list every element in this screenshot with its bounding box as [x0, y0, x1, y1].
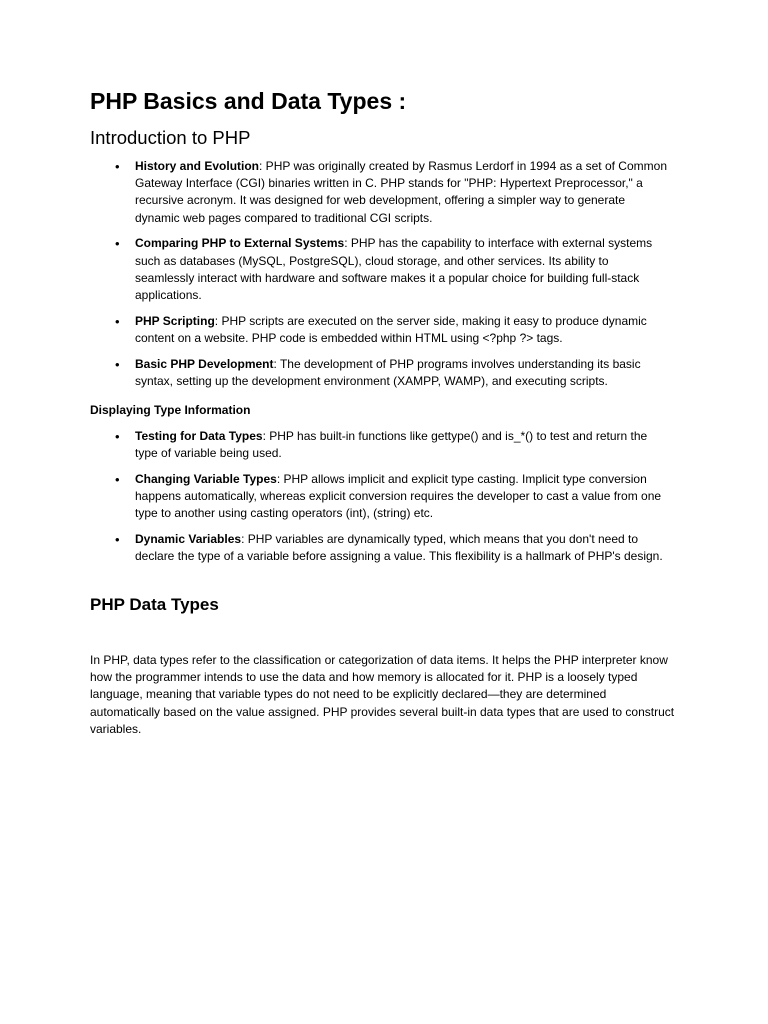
- data-types-heading: PHP Data Types: [90, 595, 219, 614]
- document-title: PHP Basics and Data Types :: [90, 88, 407, 114]
- bullet-icon: •: [115, 429, 120, 444]
- bullet-icon: •: [115, 356, 120, 372]
- bullet-icon: •: [115, 532, 120, 548]
- bullet-icon: •: [115, 236, 120, 252]
- bullet-icon: •: [115, 159, 120, 174]
- item-text: : PHP was originally created by Rasmus Lerdorf in 1994 as a set of Common Gateway Interface (CGI) binaries written in C. PHP stands for "PHP: Hypertext Preprocessor," a recursive acronym. It was designed for web development, offering a simpler way to generate dynamic web pages compared to traditional CGI scripts.: [135, 159, 667, 225]
- bullet-icon: •: [115, 313, 120, 329]
- list-item-development: [90, 356, 668, 390]
- item-text: : The development of PHP programs involves understanding its basic syntax, setting up the development environment (XAMPP, WAMP), and executing scripts.: [135, 356, 641, 389]
- list-item-dynamic: [90, 531, 668, 565]
- data-types-paragraph: In PHP, data types refer to the classification or categorization of data items. It helps the PHP interpreter know how the programmer intends to use the data and how memory is allocated for it. PHP is a loosely typed language, meaning that variable types do not need to be explicitly declared—they are determined automatically based on the value assigned. PHP provides several built-in data types that are used to construct variables.: [90, 653, 675, 736]
- list-item-comparing: [90, 235, 668, 304]
- item-text: : PHP has the capability to interface with external systems such as databases (MySQL, PostgreSQL), cloud storage, and other services. Its ability to seamlessly interact with hardware and software makes it a popular choice for building full-stack applications.: [135, 236, 653, 303]
- type-info-list: [90, 428, 668, 566]
- item-title: Comparing PHP to External Systems: [135, 236, 345, 251]
- bullet-icon: •: [115, 472, 120, 487]
- item-text: : PHP allows implicit and explicit type casting. Implicit type conversion happens automatically, whereas explicit conversion requires the developer to cast a value from one type to another using casting operators (int), (string) etc.: [135, 472, 662, 521]
- item-text: : PHP scripts are executed on the server side, making it easy to produce dynamic content on a website. PHP code is embedded within HTML using <?php ?> tags.: [135, 313, 647, 346]
- list-item-history: [90, 158, 668, 227]
- item-text: : PHP variables are dynamically typed, which means that you don't need to declare the type of a variable before assigning a value. This flexibility is a hallmark of PHP's design.: [135, 532, 663, 564]
- list-item-changing: [90, 471, 668, 523]
- list-item-scripting: [90, 313, 668, 347]
- item-title: Changing Variable Types: [135, 472, 277, 486]
- list-item-testing: [90, 428, 668, 462]
- item-text: : PHP has built-in functions like gettype() and is_*() to test and return the type of variable being used.: [135, 429, 648, 461]
- item-title: Basic PHP Development: [135, 356, 274, 371]
- item-title: History and Evolution: [135, 159, 260, 173]
- item-title: Testing for Data Types: [135, 429, 263, 443]
- item-title: PHP Scripting: [135, 313, 215, 328]
- item-title: Dynamic Variables: [135, 532, 242, 547]
- intro-list: [90, 158, 668, 390]
- type-info-heading: Displaying Type Information: [90, 403, 251, 417]
- intro-heading: Introduction to PHP: [90, 127, 251, 148]
